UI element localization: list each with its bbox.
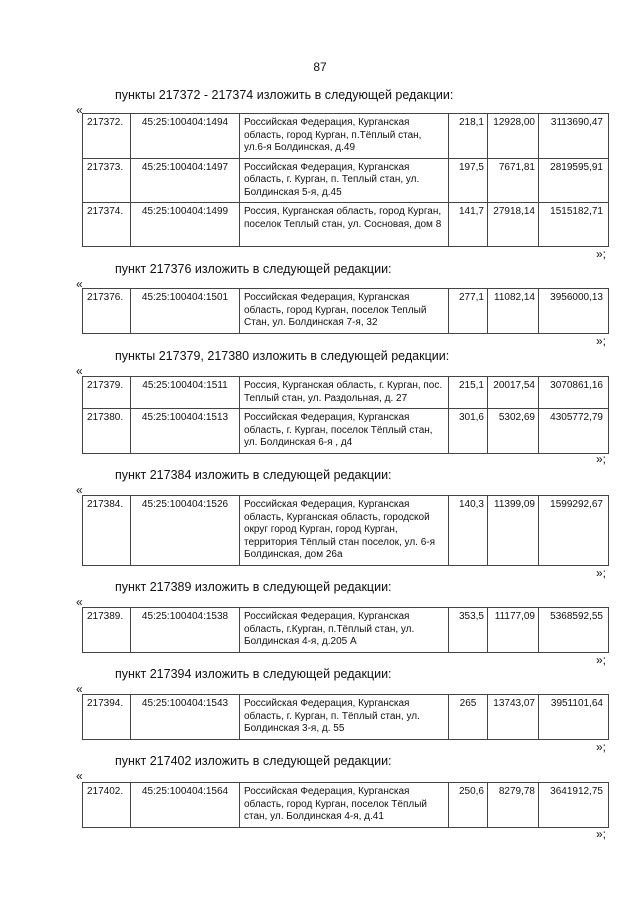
closing-quote: »; <box>596 827 607 841</box>
table-row <box>83 783 609 828</box>
cadastral-number: 45:25:100404:1564 <box>131 783 240 828</box>
cadastral-number: 45:25:100404:1543 <box>131 695 240 740</box>
section-heading: пункт 217384 изложить в следующей редакции: <box>115 468 392 482</box>
table-row <box>83 608 609 653</box>
address: Российская Федерация, Курганская область, город Курган, п.Тёплый стан, ул.6-я Болдинская, д.49 <box>240 114 449 159</box>
closing-quote: »; <box>596 653 607 667</box>
amendment-table <box>82 782 609 828</box>
area: 218,1 <box>449 114 488 159</box>
section-heading: пункт 217394 изложить в следующей редакции: <box>115 667 392 681</box>
rate: 11177,09 <box>488 608 539 653</box>
cadastral-value: 2819595,91 <box>539 158 609 203</box>
rate: 11399,09 <box>488 496 539 566</box>
opening-quote: « <box>76 103 83 117</box>
cadastral-value: 3070861,16 <box>539 377 609 409</box>
cadastral-number: 45:25:100404:1513 <box>131 409 240 454</box>
amendment-table <box>82 694 609 740</box>
rate: 8279,78 <box>488 783 539 828</box>
table-row <box>83 203 609 247</box>
cadastral-value: 4305772,79 <box>539 409 609 454</box>
address: Российская Федерация, Курганская область, город Курган, поселок Теплый Стан, ул. Болдинская 7-я, 32 <box>240 289 449 334</box>
item-number: 217372. <box>83 114 131 159</box>
area: 141,7 <box>449 203 488 247</box>
closing-quote: »; <box>596 247 607 261</box>
cadastral-number: 45:25:100404:1501 <box>131 289 240 334</box>
area: 301,6 <box>449 409 488 454</box>
cadastral-value: 3956000,13 <box>539 289 609 334</box>
rate: 13743,07 <box>488 695 539 740</box>
cadastral-value: 5368592,55 <box>539 608 609 653</box>
area: 353,5 <box>449 608 488 653</box>
rate: 20017,54 <box>488 377 539 409</box>
closing-quote: »; <box>596 566 607 580</box>
amendment-table <box>82 495 609 566</box>
closing-quote: »; <box>596 740 607 754</box>
rate: 11082,14 <box>488 289 539 334</box>
address: Россия, Курганская область, г. Курган, пос. Теплый стан, ул. Раздольная, д. 27 <box>240 377 449 409</box>
area: 140,3 <box>449 496 488 566</box>
address: Российская Федерация, Курганская область, город Курган, поселок Тёплый стан, ул. Болдинская 4-я, д.41 <box>240 783 449 828</box>
table-row <box>83 158 609 203</box>
opening-quote: « <box>76 682 83 696</box>
address: Российская Федерация, Курганская область, г. Курган, поселок Тёплый стан, ул. Болдинская 6-я , д4 <box>240 409 449 454</box>
rate: 12928,00 <box>488 114 539 159</box>
rate: 27918,14 <box>488 203 539 247</box>
section-heading: пункт 217389 изложить в следующей редакции: <box>115 580 392 594</box>
amendment-table <box>82 376 609 454</box>
address: Российская Федерация, Курганская область, г. Курган, п. Тёплый стан, ул. Болдинская 3-я, д. 55 <box>240 695 449 740</box>
amendment-table <box>82 113 609 247</box>
table-row <box>83 377 609 409</box>
cadastral-value: 3951101,64 <box>539 695 609 740</box>
item-number: 217380. <box>83 409 131 454</box>
page-number: 87 <box>313 60 327 74</box>
item-number: 217389. <box>83 608 131 653</box>
table-row <box>83 409 609 454</box>
address: Российская Федерация, Курганская область, г.Курган, п.Тёплый стан, ул. Болдинская 4-я, д.205 А <box>240 608 449 653</box>
address: Российская Федерация, Курганская область, г. Курган, п. Теплый стан, ул. Болдинская 5-я, д.45 <box>240 158 449 203</box>
opening-quote: « <box>76 483 83 497</box>
section-heading: пункт 217402 изложить в следующей редакции: <box>115 754 392 768</box>
opening-quote: « <box>76 277 83 291</box>
table-row <box>83 289 609 334</box>
item-number: 217394. <box>83 695 131 740</box>
opening-quote: « <box>76 364 83 378</box>
area: 277,1 <box>449 289 488 334</box>
cadastral-number: 45:25:100404:1499 <box>131 203 240 247</box>
closing-quote: »; <box>596 334 607 348</box>
address: Российская Федерация, Курганская область, Курганская область, городской округ город Курган, город Курган, территория Тёплый стан поселок, ул. 6-я Болдинская, дом 26а <box>240 496 449 566</box>
area: 215,1 <box>449 377 488 409</box>
cadastral-number: 45:25:100404:1497 <box>131 158 240 203</box>
opening-quote: « <box>76 595 83 609</box>
rate: 5302,69 <box>488 409 539 454</box>
closing-quote: »; <box>596 452 607 466</box>
section-heading: пункты 217372 - 217374 изложить в следующей редакции: <box>115 88 454 102</box>
opening-quote: « <box>76 769 83 783</box>
table-row <box>83 496 609 566</box>
rate: 7671,81 <box>488 158 539 203</box>
area: 265 <box>449 695 488 740</box>
cadastral-number: 45:25:100404:1526 <box>131 496 240 566</box>
cadastral-value: 3641912,75 <box>539 783 609 828</box>
cadastral-number: 45:25:100404:1511 <box>131 377 240 409</box>
area: 197,5 <box>449 158 488 203</box>
cadastral-value: 3113690,47 <box>539 114 609 159</box>
item-number: 217384. <box>83 496 131 566</box>
item-number: 217376. <box>83 289 131 334</box>
item-number: 217373. <box>83 158 131 203</box>
amendment-table <box>82 607 609 653</box>
cadastral-number: 45:25:100404:1494 <box>131 114 240 159</box>
cadastral-value: 1515182,71 <box>539 203 609 247</box>
item-number: 217402. <box>83 783 131 828</box>
section-heading: пункты 217379, 217380 изложить в следующей редакции: <box>115 349 450 363</box>
table-row <box>83 695 609 740</box>
item-number: 217379. <box>83 377 131 409</box>
cadastral-number: 45:25:100404:1538 <box>131 608 240 653</box>
area: 250,6 <box>449 783 488 828</box>
amendment-table <box>82 288 609 334</box>
item-number: 217374. <box>83 203 131 247</box>
table-row <box>83 114 609 159</box>
address: Россия, Курганская область, город Курган, поселок Теплый стан, ул. Сосновая, дом 8 <box>240 203 449 247</box>
cadastral-value: 1599292,67 <box>539 496 609 566</box>
section-heading: пункт 217376 изложить в следующей редакции: <box>115 262 392 276</box>
